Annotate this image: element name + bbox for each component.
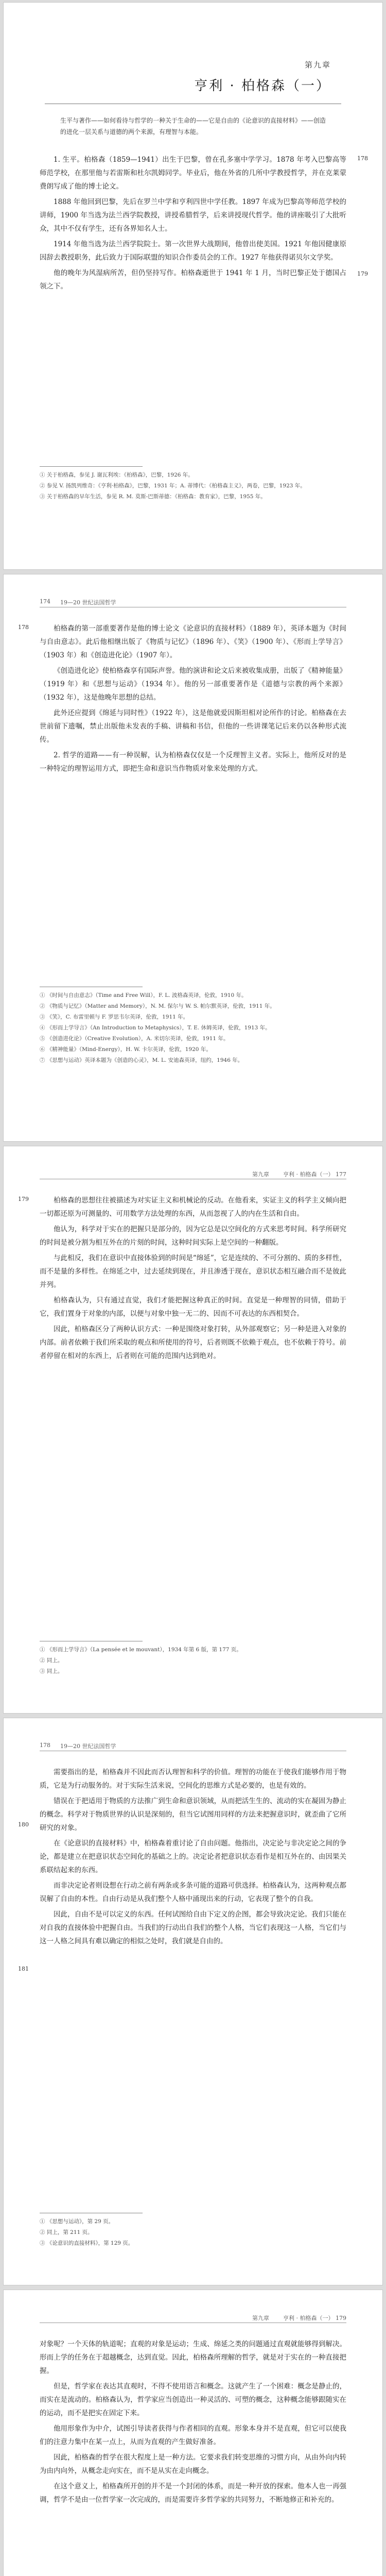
margin-page-number: 179 (357, 270, 368, 277)
footnote: ⑤ 《创造进化论》（Creative Evolution），A. 米切尔英译，伦敦，1911 年。 (40, 1036, 229, 1042)
paragraph: 柏格森的第一部重要著作是他的博士论文《论意识的直接材料》（1889 年），英译本题为《时间与自由意志》。此后他相继出版了《物质与记忆》（1896 年）、《笑》（1900 年）、《形而上学导言》（1903 年）和《创造进化论》（1907 年）。 (40, 624, 346, 659)
paragraph: 错误在于把适用于物质的方法推广到生命和意识领域，从而把活生生的、流动的实在凝固为静止的概念。科学对于物质世界的认识是深刻的，但当它试图用同样的方法来把握意识时，就歪曲了它所研究的对象。 (40, 1797, 346, 1832)
margin-page-number: 179 (18, 1196, 29, 1202)
paragraph: 《创造进化论》使柏格森享有国际声誉。他的演讲和论文后来被收集成册，出版了《精神能量》（1919 年）和《思想与运动》（1934 年）。他的另一部重要著作是《道德与宗教的两个来源》（1932 年），这是他晚年思想的总结。 (40, 667, 346, 702)
paragraph: 因此，自由不是可以定义的东西。任何试图给自由下定义的企图，都会导致决定论。我们只能在对自我的直接体验中把握自由。当我们的行动出自我们的整个人格，当它们表现这一人格，当它们与这一人格之间具有难以确定的相似之处时，我们就是自由的。 (40, 1910, 346, 1945)
footnote: ③ 关于柏格森的早年生活，参见 R. M. 莫斯-巴斯蒂德：《柏格森：教育家》，巴黎，1955 年。 (40, 494, 266, 500)
chapter-label: 第九章 (252, 2315, 269, 2321)
paragraph: 在这个意义上，柏格森所开创的并不是一个封闭的体系，而是一种开放的探索。他本人也一再强调，哲学不是由一位哲学家一次完成的，而是需要许多哲学家的共同努力，不断地修正和补充的。 (40, 2482, 346, 2504)
page-2 (3, 574, 383, 1142)
page-1 (3, 2, 383, 570)
footnote: ③ 《笑》，C. 布雷里顿与 F. 罗思韦尔英译，伦敦，1911 年。 (40, 1014, 189, 1020)
running-head (40, 2313, 346, 2323)
chapter-heading (194, 59, 331, 94)
margin-page-number: 181 (18, 1965, 29, 1972)
paragraph: 与此相反，我们在意识中直接体验到的时间是“绵延”，它是连续的、不可分割的、质的多样性，而不是量的多样性。在绵延之中，过去延续到现在，并且渗透于现在，意识状态相互融合而不是彼此并列。 (40, 1254, 346, 1289)
paragraph: 在《论意识的直接材料》中，柏格森着重讨论了自由问题。他指出，决定论与非决定论之间的争论，都是建立在把意识状态空间化的基础之上的。决定论者把意识状态看作是相互外在的、由因果关系联结起来的东西。 (40, 1839, 346, 1874)
footnote: ② 参见 V. 扬凯列维奇：《亨利·柏格森》，巴黎，1931 年；A. 蒂博代：《柏格森主义》，两卷，巴黎，1923 年。 (40, 483, 306, 489)
paragraph: 他用形象作为中介，试图引导读者获得与作者相同的直观。形象本身并不是直观，但它可以使我们的注意力集中在某一点上，从而为直观的产生做好准备。 (40, 2425, 346, 2446)
margin-page-number: 180 (18, 1821, 29, 1828)
footnote: ② 同上。 (40, 1657, 63, 1664)
chapter-label: 第九章 (304, 60, 331, 70)
paragraph: 他的晚年为风湿病所苦，但仍坚持写作。柏格森逝世于 1941 年 1 月，当时巴黎正处于德国占领之下。 (40, 269, 346, 291)
chapter-title-page-number: 亨利 · 柏格森（一） 179 (283, 2315, 346, 2321)
paragraph: 需要指出的是，柏格森并不因此而否认理智和科学的价值。理智的功能在于使我们能够作用于物质，它是为行动服务的。对于实际生活来说，空间化的思维方式是必要的，也是有效的。 (40, 1768, 346, 1790)
footnote: ③ 同上。 (40, 1668, 63, 1674)
running-head (40, 1741, 346, 1751)
footnote: ④ 《形而上学导言》（An Introduction to Metaphysics），T. E. 休姆英译，伦敦，1913 年。 (40, 1025, 271, 1031)
paragraph: 但是，哲学家在表达其直观时，不得不使用语言和概念。这就产生了一个困难：概念是静止的，而实在是流动的。柏格森认为，哲学家应当创造出一种灵活的、可塑的概念，这种概念能够跟随实在的运动，而不是把实在固定下来。 (40, 2382, 346, 2417)
body-text (40, 622, 346, 777)
page-number: 178 (40, 1742, 50, 1749)
page-5 (3, 2290, 383, 2576)
margin-page-number: 178 (357, 155, 368, 162)
paragraph: 对象呢？一个天体的轨道呢；直观的对象是运动；生成、绵延之类的问题通过直观就能够得到解决。形而上学的任务在于超越概念，达到直觉。因此，柏格森所理解的哲学，就是对于实在的一种直接把握。 (40, 2340, 346, 2375)
footnote-rule (40, 466, 143, 467)
footnote: ① 《思想与运动》，第 29 页。 (40, 2218, 114, 2225)
book-title: 19—20 世纪法国哲学 (60, 599, 116, 606)
footnote: ⑥ 《精神能量》（Mind-Energy），H. W. 卡尔英译，伦敦，1920 年。 (40, 1046, 212, 1053)
paragraph: 1. 生平。柏格森（1859—1941）出生于巴黎，曾在孔多塞中学学习。1878 年考入巴黎高等师范学校，在那里他与若雷斯和杜尔凯姆同学。毕业后，他在外省的几所中学教授哲学，并在克莱蒙费朗写成了他的博士论文。 (40, 156, 346, 191)
paragraph: 1888 年他回到巴黎，先后在罗兰中学和亨利四世中学任教。1897 年成为巴黎高等师范学校的讲师，1900 年当选为法兰西学院教授，讲授希腊哲学，后来讲授现代哲学。他的讲座吸引了大批听众，其中不仅有学生，还有各界知名人士。 (40, 198, 346, 233)
page-number: 174 (40, 598, 50, 605)
footnote: ③ 《论意识的直接材料》，第 129 页。 (40, 2240, 134, 2246)
margin-page-number: 178 (18, 624, 29, 631)
footnote: ② 《物质与记忆》（Matter and Memory），N. M. 保尔与 W. S. 帕尔默英译，伦敦，1911 年。 (40, 1003, 275, 1009)
chapter-title-page-number: 亨利 · 柏格森（一） 177 (283, 1171, 346, 1178)
body-text (40, 1194, 346, 1365)
footnote: ⑦ 《思想与运动》英译本题为《创造的心灵》，M. L. 安迪森英译，纽约，1946 年。 (40, 1057, 243, 1063)
body-text (40, 153, 346, 295)
paragraph: 柏格森的思想往往被描述为对实证主义和机械论的反动。在他看来，实证主义的科学主义倾向把一切都还原为可测量的、可用数学方法处理的东西，从而忽视了人的内在生活和自由。 (40, 1196, 346, 1218)
page-3 (3, 1146, 383, 1714)
body-text (40, 2337, 346, 2509)
footnote: ① 《时间与自由意志》（Time and Free Will），F. L. 波格森英译，伦敦，1910 年。 (40, 992, 247, 998)
body-text (40, 1766, 346, 1950)
footnotes (40, 466, 346, 503)
page-4 (3, 1718, 383, 2285)
footnote: ② 同上，第 211 页。 (40, 2229, 93, 2235)
paragraph: 此外还应提到《绵延与同时性》（1922 年），这是他就爱因斯坦相对论所作的讨论。柏格森在去世前留下遗嘱，禁止出版他未发表的手稿、讲稿和书信，但他的一些讲课笔记后来仍以各种形式流传。 (40, 709, 346, 744)
paragraph: 2. 哲学的道路——有一种误解，认为柏格森仅仅是一个反理智主义者。实际上，他所反对的是一种特定的理智运用方式，即把生命和意识当作物质对象来处理的方式。 (40, 751, 346, 773)
paragraph: 而非决定论者则设想在行动之前有两条或多条可能的道路可供选择。柏格森认为，这两种观点都误解了自由的本性。自由行动是从我们整个人格中涌现出来的行动，它表现了整个的自我。 (40, 1882, 346, 1903)
paragraph: 他认为，科学对于实在的把握只是部分的，因为它总是以空间化的方式来思考时间。科学所研究的时间是被分割为相互外在的片刻的时间，这种时间实际上是空间的一种翻版。 (40, 1225, 346, 1247)
book-title: 19—20 世纪法国哲学 (60, 1743, 116, 1750)
running-head (40, 597, 346, 607)
paragraph: 因此，柏格森的哲学在很大程度上是一种方法。它要求我们转变思维的习惯方向，从由外向内转为由内向外，从概念走向实在，而不是从实在走向概念。 (40, 2453, 346, 2475)
chapter-label: 第九章 (252, 1171, 269, 1178)
footnote: ① 《形而上学导言》（La pensée et le mouvant），1934 年第 6 版，第 177 页。 (40, 1647, 242, 1653)
footnotes (40, 1641, 346, 1678)
paragraph: 1914 年他当选为法兰西学院院士。第一次世界大战期间，他曾出使美国。1921 年他因健康原因辞去教授职务，此后致力于国际联盟的知识合作委员会的工作。1927 年他获得诺贝尔文学奖。 (40, 240, 346, 262)
footnote: ① 关于柏格森，参见 J. 谢瓦利埃：《柏格森》，巴黎，1926 年。 (40, 472, 194, 478)
running-head (40, 1169, 346, 1179)
chapter-title: 亨利 · 柏格森（一） (194, 78, 331, 94)
footnotes (40, 987, 346, 1067)
chapter-epigraph: 生平与著作——如何看待与哲学的一种关于生命的——它是自由的《论意识的直接材料》——创造的进化一层关系与道德的两个来源，有理智与本能。 (60, 117, 326, 135)
footnotes (40, 2213, 346, 2250)
paragraph: 因此，柏格森区分了两种认识方式：一种是围绕对象打转，从外部观察它；另一种是进入对象的内部。前者依赖于我们所采取的观点和所使用的符号，后者则既不依赖于观点，也不依赖于符号。前者停留在相对的东西上，后者则在可能的范围内达到绝对。 (40, 1325, 346, 1360)
paragraph: 柏格森认为，只有通过直觉，我们才能把握这种真正的时间。直觉是一种理智的同情，借助于它，我们置身于对象的内部，以便与对象中独一无二的、因而不可表达的东西相契合。 (40, 1296, 346, 1318)
